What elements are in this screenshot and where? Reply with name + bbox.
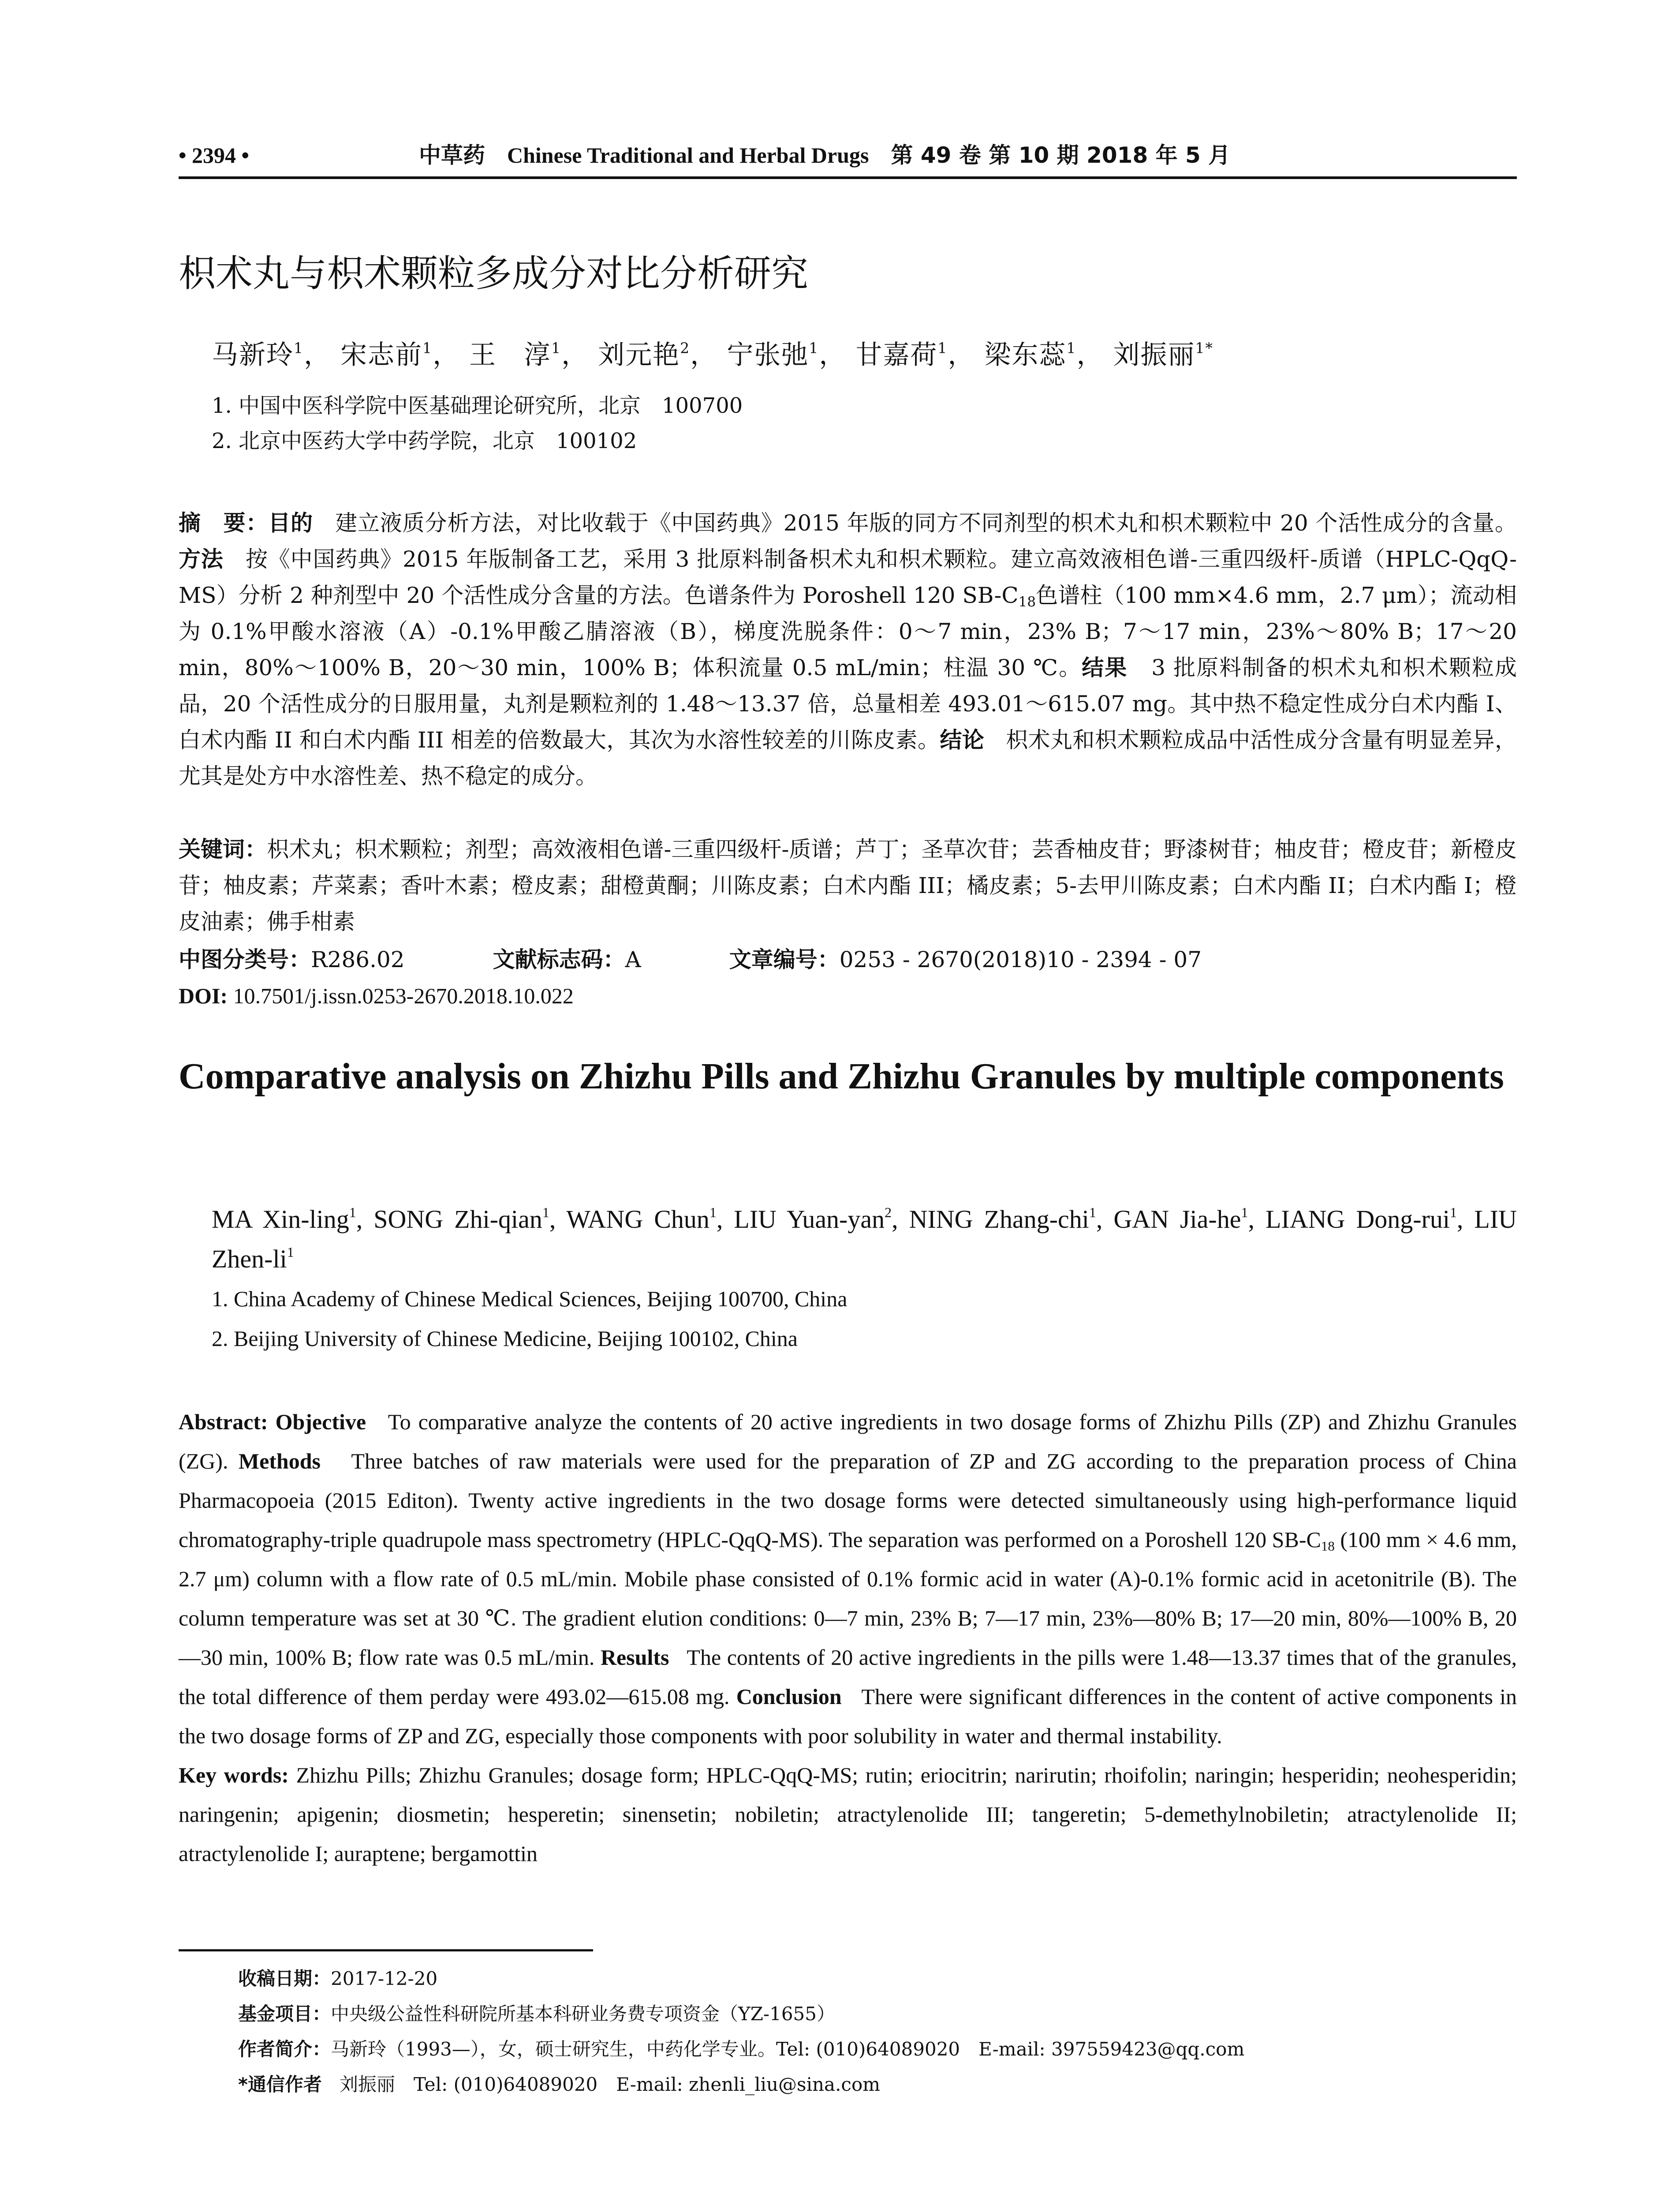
doi-line — [179, 978, 574, 1014]
author-aff-mark: 1 — [809, 339, 819, 357]
author-aff-mark: 1 — [1089, 1205, 1096, 1221]
author-en: GAN Jia-he — [1113, 1205, 1241, 1233]
author-cn: 王 淳 — [469, 340, 552, 370]
footnote-rule — [179, 1949, 593, 1951]
corresponding-text: 刘振丽 Tel: (010)64089020 E-mail: zhenli_liu@sina.com — [340, 2074, 881, 2095]
results-en-text: The contents of 20 active ingredients in the pills were 1.48—13.37 times that of the granules, the total difference of them perday were 493.02—615.08 mg. — [179, 1645, 1517, 1709]
author-aff-mark: 1 — [1449, 1205, 1457, 1221]
results-cn-label: 结果 — [1082, 655, 1128, 680]
received-label: 收稿日期： — [238, 1968, 331, 1989]
author-cn: 刘振丽 — [1113, 340, 1195, 370]
methods-en-text-2: (100 mm × 4.6 mm, 2.7 μm) column with a flow rate of 0.5 mL/min. Mobile phase consisted of 0.1% formic acid in water (A)-0.1% formic acid in acetonitrile (B). The column temperature was set at 30 ℃. The gradient elution conditions: 0—7 min, 23% B; 7—17 min, 23%—80% B; 17—20 min, 80%—100% B, 20—30 min, 100% B; flow rate was 0.5 mL/min. — [179, 1527, 1517, 1670]
doc-code-label: 文献标志码： — [493, 947, 625, 972]
footnote-author — [238, 2034, 1244, 2065]
objective-en-label: Objective — [275, 1409, 366, 1434]
clc-label: 中图分类号： — [179, 947, 311, 972]
author-en: WANG Chun — [566, 1205, 709, 1233]
author-cn: 刘元艳 — [598, 340, 680, 370]
affiliation-cn-1: 1. 中国中医科学院中医基础理论研究所，北京 100700 — [212, 393, 743, 418]
author-aff-mark: 1 — [542, 1205, 549, 1221]
author-en: LIU Zhen-li — [212, 1205, 1517, 1273]
author-aff-mark: 1 — [294, 339, 304, 357]
affiliation-cn-2: 2. 北京中医药大学中药学院，北京 100102 — [212, 429, 637, 453]
header-rule — [179, 176, 1517, 179]
authors-cn: 马新玲$^1$， 宋志前$^1$， 王 淳$^1$， 刘元艳$^2$， 宁张弛$^1$， 甘嘉荷$^1$， 梁东蕊$^1$， 刘振丽$^{1*}$ — [212, 339, 1214, 370]
corresponding-label: *通信作者 — [238, 2074, 322, 2095]
author-cn: 梁东蕊 — [984, 340, 1067, 370]
clc-value: R286.02 — [311, 947, 405, 972]
affiliation-en-2: 2. Beijing University of Chinese Medicine, Beijing 100102, China — [212, 1326, 798, 1351]
footnote-received — [238, 1963, 437, 1994]
abstract-en-label: Abstract: — [179, 1409, 268, 1434]
abstract-cn — [179, 505, 1517, 794]
author-cn: 宋志前 — [340, 340, 423, 370]
doc-code-value: A — [625, 947, 641, 972]
author-aff-mark: 1 — [349, 1205, 356, 1221]
author-cn: 马新玲 — [212, 340, 294, 370]
objective-cn-text: 建立液质分析方法，对比收载于《中国药典》2015 年版的同方不同剂型的枳术丸和枳术颗粒中 20 个活性成分的含量。 — [335, 510, 1517, 536]
author-aff-mark: 2 — [885, 1205, 892, 1221]
fund-text: 中央级公益性科研院所基本科研业务费专项资金（YZ-1655） — [331, 2003, 836, 2025]
journal-name-cn: 中草药 — [419, 142, 485, 168]
doi-value: 10.7501/j.issn.0253-2670.2018.10.022 — [233, 983, 574, 1008]
footnote-corresponding — [238, 2069, 880, 2100]
author-aff-mark: 2 — [680, 339, 691, 357]
author-cn: 甘嘉荷 — [855, 340, 938, 370]
title-cn: 枳术丸与枳术颗粒多成分对比分析研究 — [179, 252, 809, 295]
results-en-label: Results — [600, 1645, 669, 1670]
keywords-en-text: Zhizhu Pills; Zhizhu Granules; dosage form; HPLC-QqQ-MS; rutin; eriocitrin; narirutin; rhoifolin; naringin; hesperidin; neohesperidin; naringenin; apigenin; diosmetin; hesperetin; sinensetin; nobiletin; atractylenolide III; tangeretin; 5-demethylnobiletin; atractylenolide II; atractylenolide I; auraptene; bergamottin — [179, 1763, 1517, 1866]
article-number-label: 文章编号： — [729, 947, 840, 972]
article-number-value: 0253 - 2670(2018)10 - 2394 - 07 — [839, 947, 1202, 972]
author-aff-mark: 1 — [287, 1245, 294, 1260]
author-aff-mark: 1* — [1195, 339, 1214, 357]
conclusion-en-label: Conclusion — [736, 1684, 842, 1709]
author-en: LIU Yuan-yan — [734, 1205, 885, 1233]
results-cn-text: 3 批原料制备的枳术丸和枳术颗粒成品，20 个活性成分的日服用量，丸剂是颗粒剂的 1.48～13.37 倍，总量相差 493.01～615.07 mg。其中热不稳定性成分白术内酯 I、白术内酯 II 和白术内酯 III 相差的倍数最大，其次为水溶性较差的川陈皮素。 — [179, 655, 1517, 753]
journal-name-en: Chinese Traditional and Herbal Drugs — [507, 143, 869, 168]
author-bio-text: 马新玲（1993—），女，硕士研究生，中药化学专业。Tel: (010)64089020 E-mail: 397559423@qq.com — [331, 2038, 1245, 2060]
author-aff-mark: 1 — [709, 1205, 717, 1221]
journal-info — [419, 138, 1230, 173]
author-aff-mark: 1 — [937, 339, 948, 357]
author-en: MA Xin-ling — [212, 1205, 349, 1233]
methods-cn-text: 按《中国药典》2015 年版制备工艺，采用 3 批原料制备枳术丸和枳术颗粒。建立高效液相色谱-三重四级杆-质谱（HPLC-QqQ-MS）分析 2 种剂型中 20 个活性成分含量的方法。色谱条件为 Poroshell 120 SB-C — [179, 546, 1517, 608]
methods-cn-text-2: 色谱柱（100 mm×4.6 mm，2.7 μm）；流动相为 0.1%甲酸水溶液（A）-0.1%甲酸乙腈溶液（B），梯度洗脱条件：0～7 min，23% B；7～17 min，23%～80% B；17～20 min，80%～100% B，20～30 min，100% B；体积流量 0.5 mL/min；柱温 30 ℃。 — [179, 583, 1517, 680]
objective-cn-label: 目的 — [268, 510, 313, 536]
conclusion-cn-label: 结论 — [940, 727, 985, 753]
author-cn: 宁张弛 — [727, 340, 809, 370]
running-header — [179, 138, 1517, 173]
keywords-en-label: Key words: — [179, 1763, 289, 1787]
author-en: NING Zhang-chi — [909, 1205, 1089, 1233]
methods-en-text: Three batches of raw materials were used for the preparation of ZP and ZG according to the preparation process of China Pharmacopoeia (2015 Editon). Twenty active ingredients in the two dosage forms were detected simultaneously using high-performance liquid chromatography-triple quadrupole mass spectrometry (HPLC-QqQ-MS). The separation was performed on a Poroshell 120 SB-C — [179, 1449, 1517, 1552]
objective-en-text: To comparative analyze the contents of 20 active ingredients in two dosage forms of Zhizhu Pills (ZP) and Zhizhu Granules (ZG). — [179, 1409, 1517, 1473]
author-en: SONG Zhi-qian — [373, 1205, 542, 1233]
journal-issue: 第 49 卷 第 10 期 2018 年 5 月 — [891, 142, 1231, 168]
methods-cn-subscript: 18 — [1018, 594, 1036, 610]
author-en: LIANG Dong-rui — [1265, 1205, 1450, 1233]
authors-en: MA Xin-ling$^1$, SONG Zhi-qian$^1$, WANG Chun$^1$, LIU Yuan-yan$^2$, NING Zhang-chi$^1$, GAN Jia-$he^1$, LIANG Dong-rui$^1$, LIU Zhen-$li^1$ — [212, 1205, 1517, 1273]
author-bio-label: 作者简介： — [238, 2038, 331, 2060]
abstract-en — [179, 1402, 1517, 1873]
received-date: 2017-12-20 — [331, 1968, 438, 1989]
title-en: Comparative analysis on Zhizhu Pills and Zhizhu Granules by multiple components — [179, 1056, 1504, 1097]
methods-cn-label: 方法 — [179, 546, 224, 572]
doi-label: DOI: — [179, 983, 228, 1008]
keywords-cn-text: 枳术丸；枳术颗粒；剂型；高效液相色谱-三重四级杆-质谱；芦丁；圣草次苷；芸香柚皮苷；野漆树苷；柚皮苷；橙皮苷；新橙皮苷；柚皮素；芹菜素；香叶木素；橙皮素；甜橙黄酮；川陈皮素；白术内酯 III；橘皮素；5-去甲川陈皮素；白术内酯 II；白术内酯 I；橙皮油素；佛手柑素 — [179, 837, 1517, 934]
fund-label: 基金项目： — [238, 2003, 331, 2025]
footnote-fund — [238, 1999, 835, 2029]
affiliation-en-1: 1. China Academy of Chinese Medical Sciences, Beijing 100700, China — [212, 1286, 847, 1311]
classification-line — [179, 942, 1202, 978]
abstract-cn-label: 摘 要： — [179, 510, 269, 536]
author-aff-mark: 1 — [422, 339, 433, 357]
methods-en-label: Methods — [238, 1449, 321, 1473]
conclusion-en-text: There were significant differences in the content of active components in the two dosage forms of ZP and ZG, especially those components with poor solubility in water and thermal instability. — [179, 1684, 1517, 1748]
author-aff-mark: 1 — [1241, 1205, 1248, 1221]
conclusion-cn-text: 枳术丸和枳术颗粒成品中活性成分含量有明显差异，尤其是处方中水溶性差、热不稳定的成分。 — [179, 727, 1517, 789]
page-number: • 2394 • — [179, 143, 250, 168]
methods-en-subscript: 18 — [1321, 1538, 1335, 1554]
keywords-cn-label: 关键词： — [179, 837, 267, 862]
author-aff-mark: 1 — [1066, 339, 1077, 357]
author-aff-mark: 1 — [551, 339, 562, 357]
keywords-cn — [179, 831, 1517, 940]
